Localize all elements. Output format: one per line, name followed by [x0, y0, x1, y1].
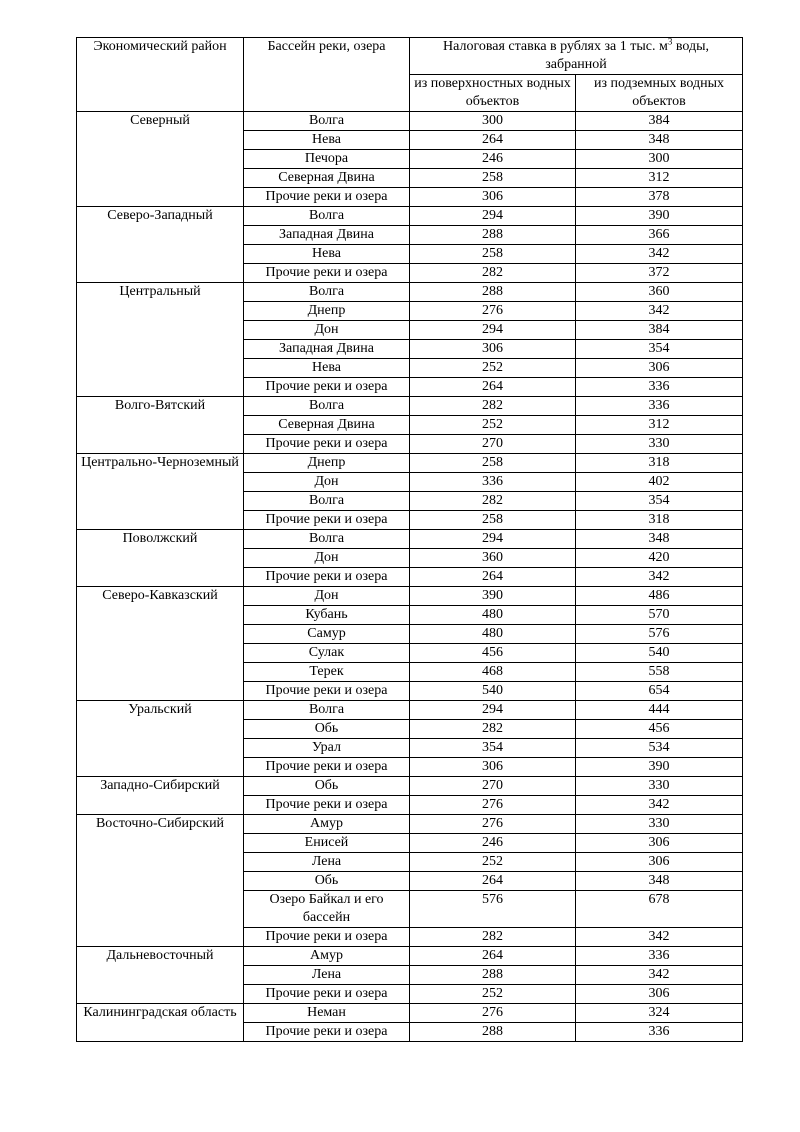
header-region: Экономический район	[77, 38, 244, 112]
underground-cell: 390	[576, 207, 743, 226]
basin-cell: Дон	[244, 473, 410, 492]
underground-cell: 420	[576, 549, 743, 568]
underground-cell: 300	[576, 150, 743, 169]
table-body	[77, 112, 743, 1042]
basin-cell: Прочие реки и озера	[244, 435, 410, 454]
basin-cell: Прочие реки и озера	[244, 511, 410, 530]
surface-cell: 252	[410, 853, 576, 872]
basin-cell: Кубань	[244, 606, 410, 625]
underground-cell: 534	[576, 739, 743, 758]
header-rate: Налоговая ставка в рублях за 1 тыс. $м^3$ воды, забранной	[410, 38, 743, 75]
underground-cell: 306	[576, 985, 743, 1004]
table-row	[77, 1004, 743, 1023]
underground-cell: 306	[576, 359, 743, 378]
basin-cell: Прочие реки и озера	[244, 568, 410, 587]
basin-cell: Волга	[244, 397, 410, 416]
underground-cell: 342	[576, 928, 743, 947]
surface-cell: 390	[410, 587, 576, 606]
header-underground: из подземных водных объектов	[576, 75, 743, 112]
basin-cell: Амур	[244, 815, 410, 834]
underground-cell: 372	[576, 264, 743, 283]
surface-cell: 288	[410, 966, 576, 985]
basin-cell: Неман	[244, 1004, 410, 1023]
surface-cell: 264	[410, 131, 576, 150]
surface-cell: 264	[410, 378, 576, 397]
basin-cell: Волга	[244, 283, 410, 302]
surface-cell: 306	[410, 340, 576, 359]
underground-cell: 354	[576, 492, 743, 511]
basin-cell: Нева	[244, 245, 410, 264]
surface-cell: 252	[410, 985, 576, 1004]
region-cell: Северо-Кавказский	[77, 587, 244, 701]
basin-cell: Озеро Байкал и его бассейн	[244, 891, 410, 928]
surface-cell: 258	[410, 511, 576, 530]
underground-cell: 378	[576, 188, 743, 207]
underground-cell: 324	[576, 1004, 743, 1023]
table-row	[77, 397, 743, 416]
basin-cell: Обь	[244, 777, 410, 796]
table-row	[77, 207, 743, 226]
surface-cell: 282	[410, 264, 576, 283]
region-cell: Волго-Вятский	[77, 397, 244, 454]
underground-cell: 342	[576, 568, 743, 587]
underground-cell: 444	[576, 701, 743, 720]
underground-cell: 570	[576, 606, 743, 625]
basin-cell: Самур	[244, 625, 410, 644]
surface-cell: 264	[410, 947, 576, 966]
basin-cell: Западная Двина	[244, 226, 410, 245]
surface-cell: 282	[410, 492, 576, 511]
basin-cell: Амур	[244, 947, 410, 966]
underground-cell: 336	[576, 378, 743, 397]
basin-cell: Дон	[244, 549, 410, 568]
basin-cell: Нева	[244, 131, 410, 150]
underground-cell: 360	[576, 283, 743, 302]
surface-cell: 294	[410, 321, 576, 340]
region-cell: Поволжский	[77, 530, 244, 587]
basin-cell: Прочие реки и озера	[244, 378, 410, 397]
underground-cell: 330	[576, 435, 743, 454]
region-cell: Калининградская область	[77, 1004, 244, 1023]
region-cell: Западно-Сибирский	[77, 777, 244, 815]
basin-cell: Прочие реки и озера	[244, 188, 410, 207]
underground-cell: 348	[576, 530, 743, 549]
surface-cell: 306	[410, 758, 576, 777]
surface-cell: 540	[410, 682, 576, 701]
region-cell-empty	[77, 1023, 244, 1042]
underground-cell: 348	[576, 131, 743, 150]
basin-cell: Волга	[244, 207, 410, 226]
surface-cell: 246	[410, 834, 576, 853]
underground-cell: 384	[576, 112, 743, 131]
table-row	[77, 1023, 743, 1042]
surface-cell: 300	[410, 112, 576, 131]
basin-cell: Обь	[244, 720, 410, 739]
basin-cell: Волга	[244, 530, 410, 549]
basin-cell: Прочие реки и озера	[244, 682, 410, 701]
surface-cell: 276	[410, 302, 576, 321]
underground-cell: 342	[576, 302, 743, 321]
basin-cell: Нева	[244, 359, 410, 378]
underground-cell: 330	[576, 815, 743, 834]
surface-cell: 294	[410, 701, 576, 720]
basin-cell: Прочие реки и озера	[244, 928, 410, 947]
region-cell: Северо-Западный	[77, 207, 244, 283]
basin-cell: Северная Двина	[244, 416, 410, 435]
surface-cell: 480	[410, 625, 576, 644]
basin-cell: Дон	[244, 587, 410, 606]
surface-cell: 270	[410, 435, 576, 454]
surface-cell: 282	[410, 397, 576, 416]
table-row	[77, 815, 743, 834]
underground-cell: 558	[576, 663, 743, 682]
basin-cell: Северная Двина	[244, 169, 410, 188]
underground-cell: 354	[576, 340, 743, 359]
basin-cell: Прочие реки и озера	[244, 985, 410, 1004]
underground-cell: 342	[576, 796, 743, 815]
surface-cell: 456	[410, 644, 576, 663]
surface-cell: 252	[410, 359, 576, 378]
table-row	[77, 283, 743, 302]
document-page	[76, 37, 742, 1042]
basin-cell: Лена	[244, 966, 410, 985]
surface-cell: 360	[410, 549, 576, 568]
underground-cell: 336	[576, 397, 743, 416]
surface-cell: 276	[410, 1004, 576, 1023]
region-cell: Северный	[77, 112, 244, 207]
surface-cell: 288	[410, 283, 576, 302]
underground-cell: 486	[576, 587, 743, 606]
underground-cell: 312	[576, 416, 743, 435]
header-basin: Бассейн реки, озера	[244, 38, 410, 112]
underground-cell: 342	[576, 966, 743, 985]
underground-cell: 390	[576, 758, 743, 777]
surface-cell: 294	[410, 530, 576, 549]
region-cell: Центральный	[77, 283, 244, 397]
underground-cell: 330	[576, 777, 743, 796]
surface-cell: 282	[410, 720, 576, 739]
surface-cell: 264	[410, 568, 576, 587]
region-cell: Уральский	[77, 701, 244, 777]
surface-cell: 264	[410, 872, 576, 891]
surface-cell: 270	[410, 777, 576, 796]
basin-cell: Лена	[244, 853, 410, 872]
basin-cell: Западная Двина	[244, 340, 410, 359]
underground-cell: 402	[576, 473, 743, 492]
region-cell: Восточно-Сибирский	[77, 815, 244, 947]
underground-cell: 312	[576, 169, 743, 188]
underground-cell: 540	[576, 644, 743, 663]
header-rate-sup: 3	[667, 36, 673, 47]
surface-cell: 258	[410, 454, 576, 473]
basin-cell: Волга	[244, 701, 410, 720]
surface-cell: 480	[410, 606, 576, 625]
table-row	[77, 454, 743, 473]
region-cell: Центрально-Черноземный	[77, 454, 244, 530]
underground-cell: 306	[576, 834, 743, 853]
table-row	[77, 112, 743, 131]
underground-cell: 384	[576, 321, 743, 340]
surface-cell: 276	[410, 796, 576, 815]
underground-cell: 366	[576, 226, 743, 245]
surface-cell: 246	[410, 150, 576, 169]
underground-cell: 456	[576, 720, 743, 739]
surface-cell: 288	[410, 1023, 576, 1042]
header-surface: из поверхностных водных объектов	[410, 75, 576, 112]
basin-cell: Сулак	[244, 644, 410, 663]
surface-cell: 282	[410, 928, 576, 947]
table-row	[77, 777, 743, 796]
surface-cell: 576	[410, 891, 576, 928]
surface-cell: 306	[410, 188, 576, 207]
underground-cell: 336	[576, 947, 743, 966]
underground-cell: 654	[576, 682, 743, 701]
basin-cell: Обь	[244, 872, 410, 891]
basin-cell: Днепр	[244, 454, 410, 473]
basin-cell: Волга	[244, 112, 410, 131]
basin-cell: Прочие реки и озера	[244, 264, 410, 283]
surface-cell: 276	[410, 815, 576, 834]
basin-cell: Терек	[244, 663, 410, 682]
table-row	[77, 587, 743, 606]
region-cell: Дальневосточный	[77, 947, 244, 1004]
basin-cell: Печора	[244, 150, 410, 169]
basin-cell: Урал	[244, 739, 410, 758]
underground-cell: 342	[576, 245, 743, 264]
basin-cell: Дон	[244, 321, 410, 340]
underground-cell: 318	[576, 511, 743, 530]
basin-cell: Волга	[244, 492, 410, 511]
table-row	[77, 947, 743, 966]
surface-cell: 288	[410, 226, 576, 245]
basin-cell: Прочие реки и озера	[244, 1023, 410, 1042]
underground-cell: 318	[576, 454, 743, 473]
surface-cell: 354	[410, 739, 576, 758]
table-row	[77, 530, 743, 549]
basin-cell: Прочие реки и озера	[244, 796, 410, 815]
surface-cell: 258	[410, 245, 576, 264]
surface-cell: 294	[410, 207, 576, 226]
surface-cell: 468	[410, 663, 576, 682]
surface-cell: 336	[410, 473, 576, 492]
basin-cell: Прочие реки и озера	[244, 758, 410, 777]
underground-cell: 576	[576, 625, 743, 644]
table-row	[77, 701, 743, 720]
basin-cell: Енисей	[244, 834, 410, 853]
underground-cell: 348	[576, 872, 743, 891]
underground-cell: 336	[576, 1023, 743, 1042]
underground-cell: 678	[576, 891, 743, 928]
surface-cell: 252	[410, 416, 576, 435]
water-tax-table	[76, 37, 743, 1042]
surface-cell: 258	[410, 169, 576, 188]
underground-cell: 306	[576, 853, 743, 872]
basin-cell: Днепр	[244, 302, 410, 321]
